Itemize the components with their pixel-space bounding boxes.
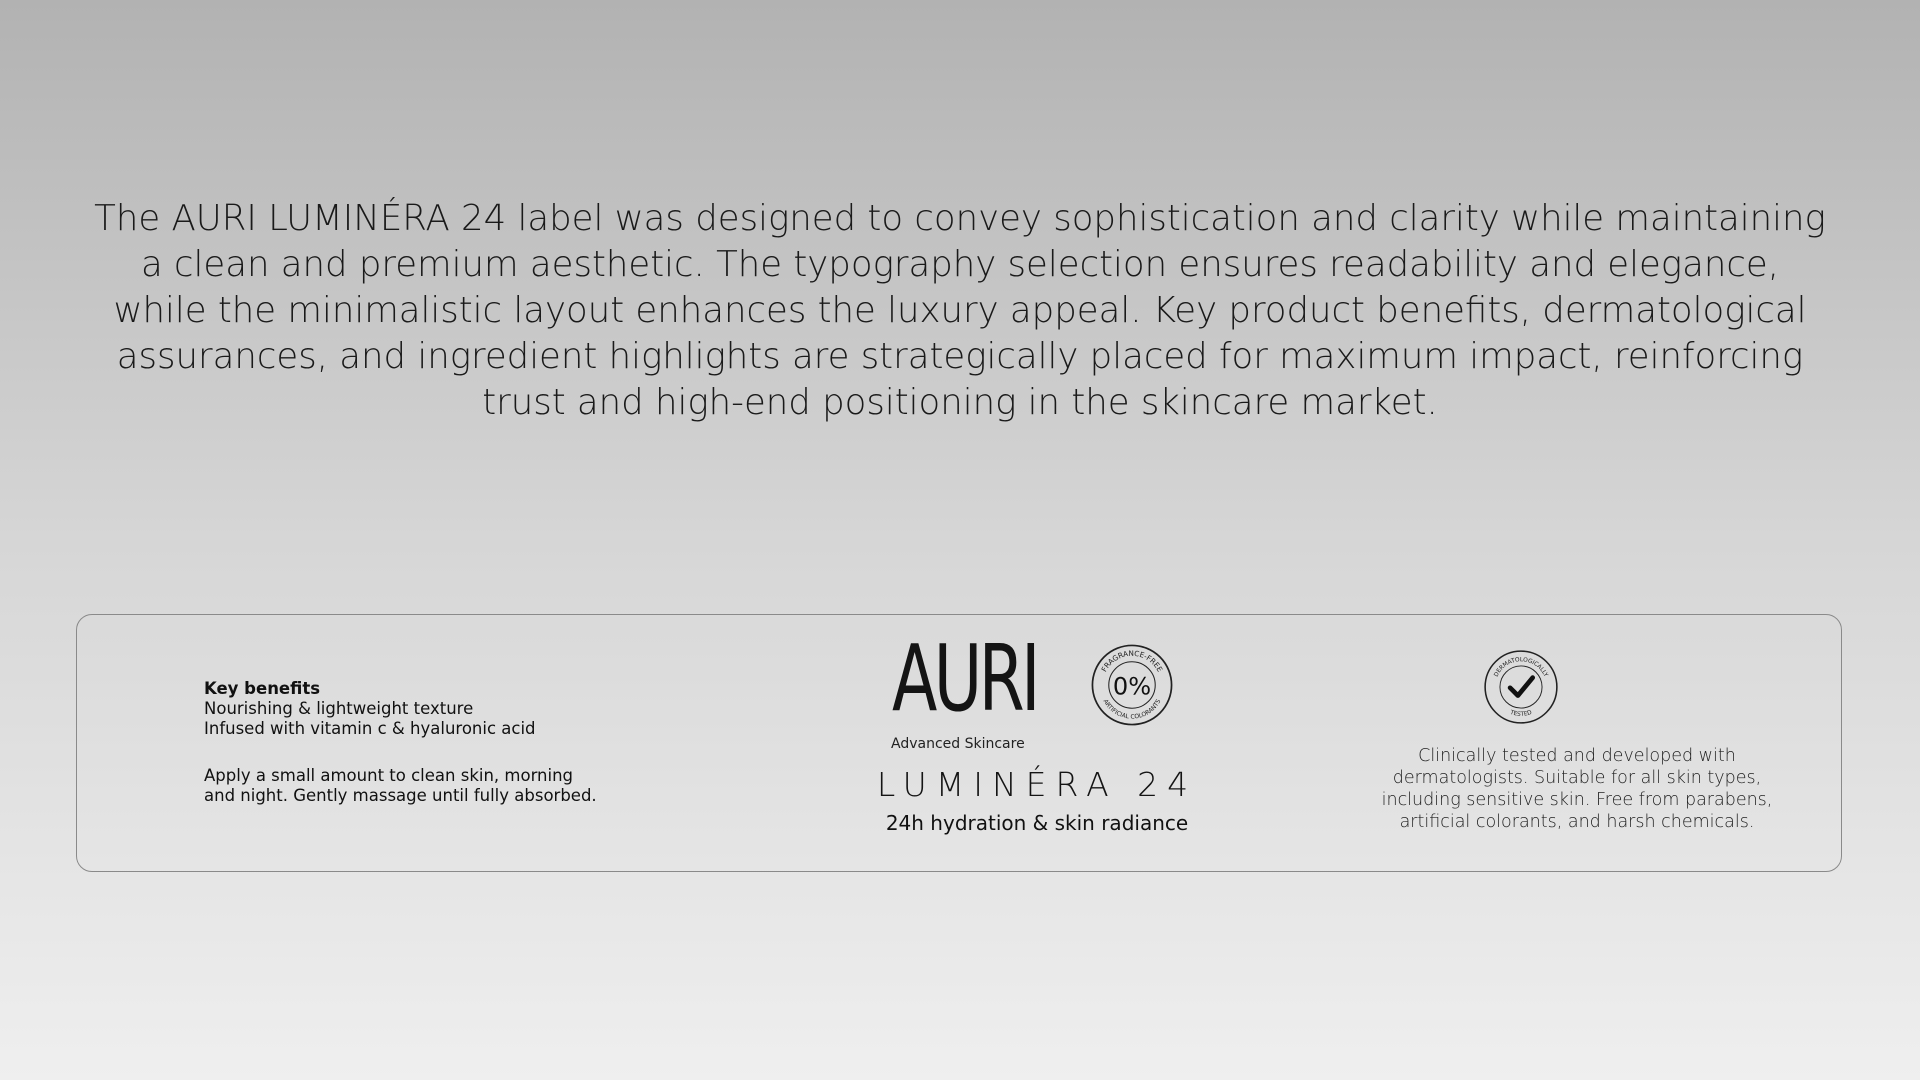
product-label <box>76 614 1842 872</box>
checkmark-badge-icon <box>1482 648 1560 726</box>
benefits-heading: Key benefits <box>204 679 321 698</box>
svg-text:TESTED <box>1508 709 1533 717</box>
claim-line: including sensitive skin. Free from parabens, <box>1381 790 1773 810</box>
zero-percent-badge-icon <box>1089 642 1175 728</box>
checkmark-icon <box>1510 678 1533 696</box>
zero-badge-bottom-text: ARTIFICIAL COLORANTS <box>1101 698 1163 721</box>
brand-tagline: Advanced Skincare <box>891 736 1025 752</box>
zero-badge-value: 0% <box>1112 672 1152 701</box>
benefit-line: Nourishing & lightweight texture <box>204 699 474 718</box>
product-name: LUMINÉRA 24 <box>876 765 1198 804</box>
svg-text:DERMATOLOGICALLY <box>1494 657 1549 678</box>
intro-paragraph: The AURI LUMINÉRA 24 label was designed to convey sophistication and clarity while maintaining a clean and premium aesthetic. The typography selection ensures readability and elegance, while the minimalistic layout enhances the luxury appeal. Key product benefits, dermatological assurances, and ingredient highlights are strategically placed for maximum impact, reinforcing trust and high-end positioning in the skincare market. <box>94 198 1826 423</box>
usage-line: and night. Gently massage until fully absorbed. <box>204 786 597 805</box>
product-subtitle: 24h hydration & skin radiance <box>885 811 1189 835</box>
zero-badge-top-text: FRAGRANCE-FREE <box>1099 648 1165 674</box>
brand-logo: AURI <box>892 625 1037 732</box>
claims-block <box>1317 745 1837 833</box>
derm-badge-bottom-text: TESTED <box>1509 709 1533 718</box>
usage-line: Apply a small amount to clean skin, morning <box>204 766 574 785</box>
claim-line: artificial colorants, and harsh chemicals. <box>1399 812 1755 832</box>
svg-text:ARTIFICIAL COLORANTS <box>1102 698 1163 720</box>
claim-line: Clinically tested and developed with <box>1418 746 1736 766</box>
benefit-line: Infused with vitamin c & hyaluronic acid <box>204 719 536 738</box>
benefits-block <box>204 679 597 806</box>
claim-line: dermatologists. Suitable for all skin types, <box>1392 768 1762 788</box>
derm-badge-top-text: DERMATOLOGICALLY <box>1493 657 1549 678</box>
